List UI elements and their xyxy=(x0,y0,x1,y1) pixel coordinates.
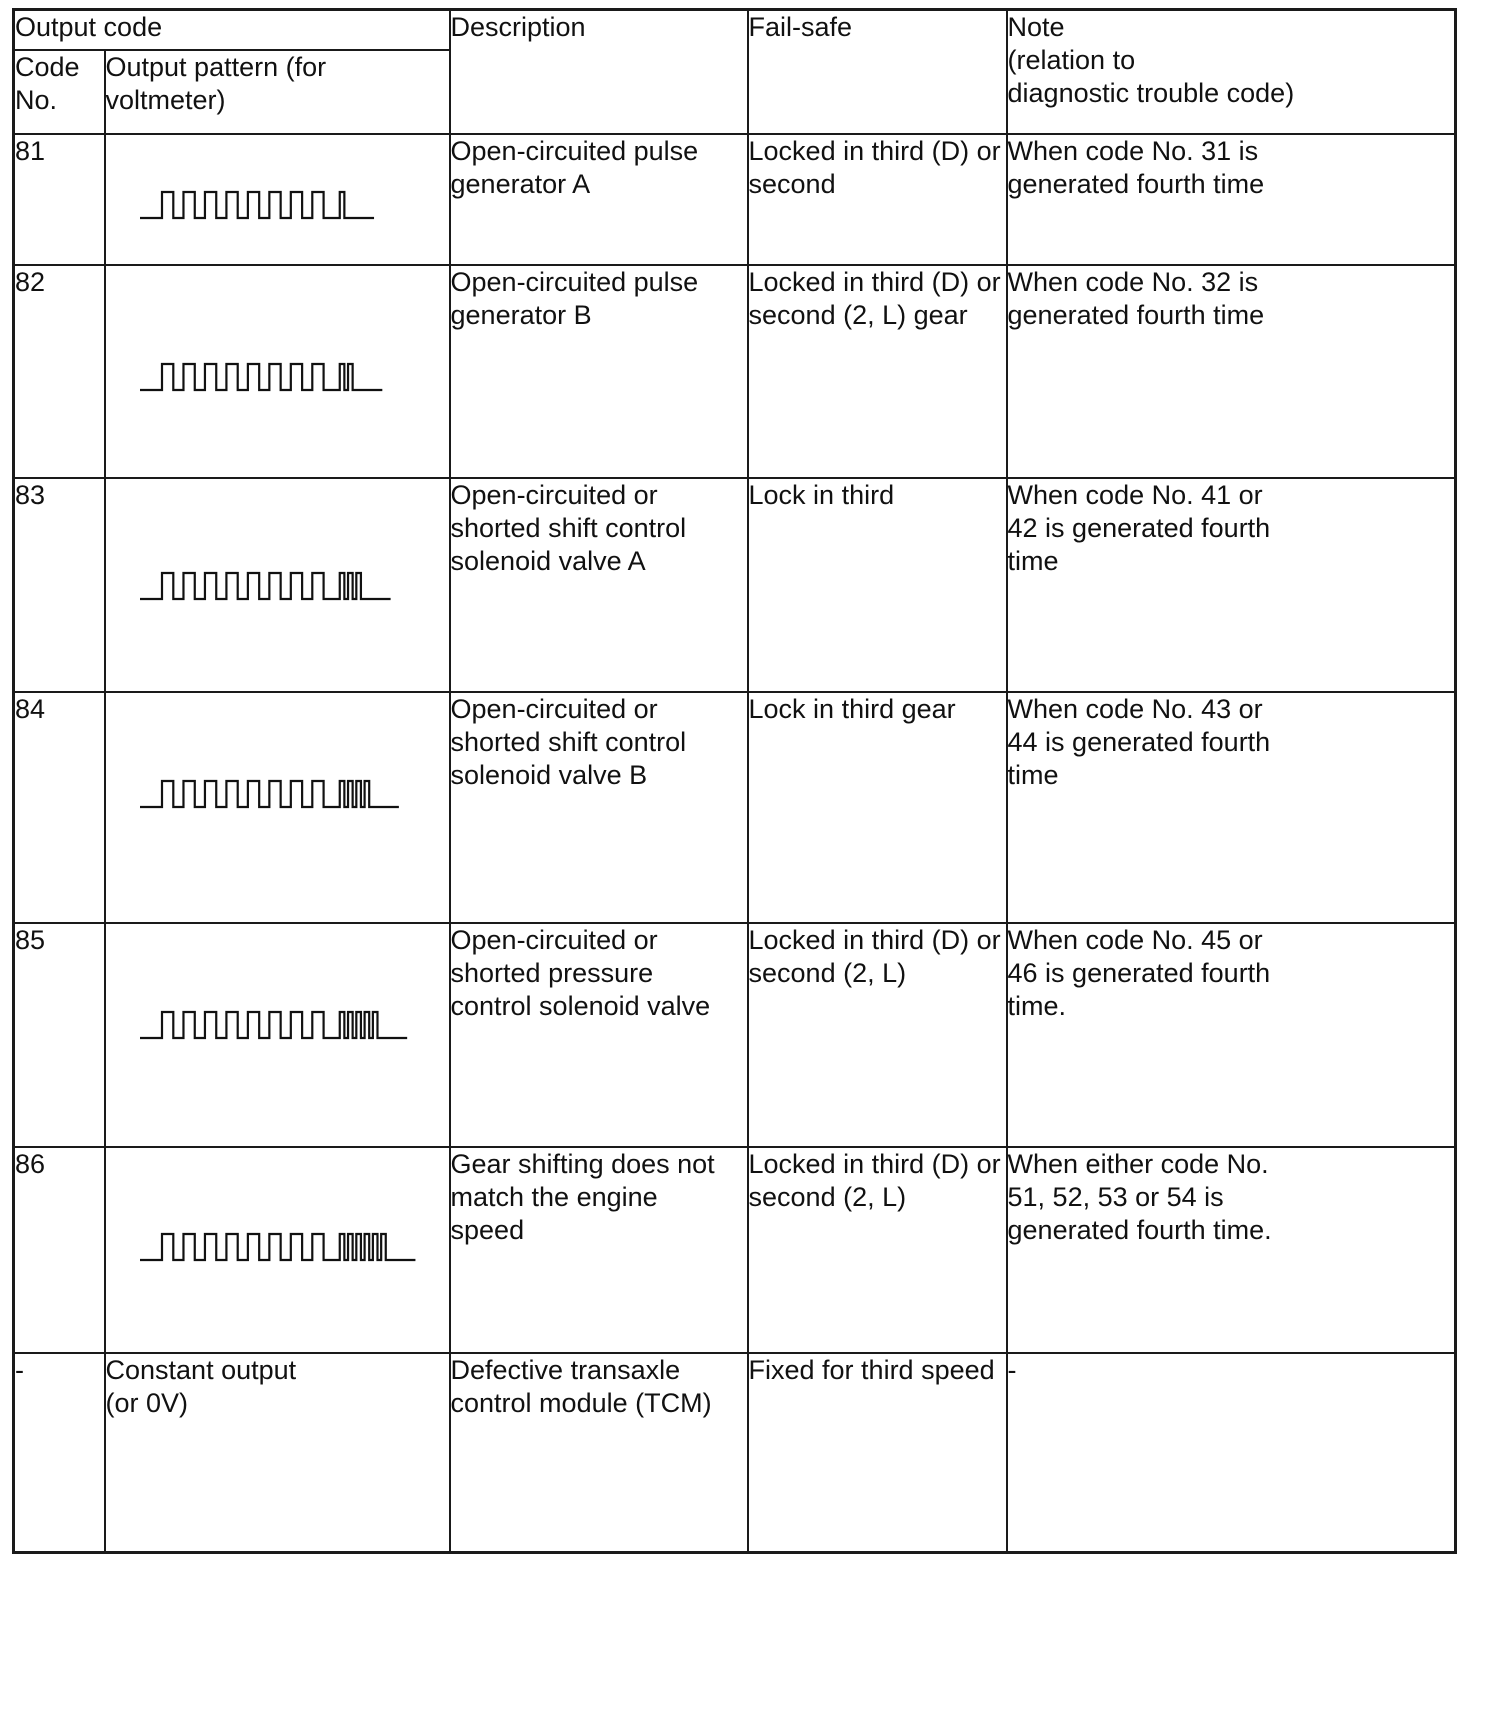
description-cell-line: generator B xyxy=(450,299,592,330)
note-cell-line: 51, 52, 53 or 54 is xyxy=(1007,1181,1224,1212)
note-header-line: diagnostic trouble code) xyxy=(1007,78,1295,108)
note-cell xyxy=(1007,1147,1456,1353)
note-header xyxy=(1007,10,1456,134)
pulse-waveform-icon xyxy=(140,362,387,394)
table-row xyxy=(14,265,1456,478)
fail-safe-cell-line: Lock in third xyxy=(748,479,895,510)
fail-safe-header: Fail-safe xyxy=(748,10,1007,134)
code-no-cell: 81 xyxy=(14,134,105,265)
note-cell-line: generated fourth time. xyxy=(1007,1214,1272,1245)
note-cell-line: When code No. 43 or xyxy=(1007,693,1263,724)
description-cell-line: shorted pressure xyxy=(450,957,654,988)
note-cell-line: When code No. 32 is xyxy=(1007,266,1259,297)
table-row xyxy=(14,692,1456,923)
description-cell xyxy=(450,692,748,923)
description-cell-line: match the engine xyxy=(450,1181,658,1212)
output-pattern-cell xyxy=(105,265,450,478)
note-cell-line: When code No. 41 or xyxy=(1007,479,1263,510)
description-cell xyxy=(450,1147,748,1353)
fail-safe-cell xyxy=(748,265,1007,478)
fail-safe-cell-line: second xyxy=(748,168,836,199)
note-cell-line: When code No. 31 is xyxy=(1007,135,1259,166)
code-no-header-line: No. xyxy=(15,84,58,115)
output-pattern-cell xyxy=(105,1147,450,1353)
output-pattern-text xyxy=(105,1353,450,1553)
description-cell-line: Open-circuited or xyxy=(450,479,658,510)
waveform-trace xyxy=(140,1234,415,1260)
note-cell-line: 44 is generated fourth xyxy=(1007,726,1271,757)
description-cell-line: Open-circuited or xyxy=(450,924,658,955)
description-cell-line: shorted shift control xyxy=(450,726,687,757)
note-cell-line: time xyxy=(1007,545,1059,576)
note-cell-line: time xyxy=(1007,759,1059,790)
fail-safe-cell-line: Lock in third gear xyxy=(748,693,956,724)
description-cell-line: speed xyxy=(450,1214,525,1245)
pulse-waveform-icon xyxy=(140,1232,420,1264)
note-cell xyxy=(1007,478,1456,692)
note-cell xyxy=(1007,692,1456,923)
description-cell-line: Open-circuited or xyxy=(450,693,658,724)
note-cell-line: generated fourth time xyxy=(1007,168,1265,199)
fail-safe-cell-line: second (2, L) xyxy=(748,957,907,988)
output-pattern-text-line: Constant output xyxy=(105,1354,297,1385)
fail-safe-cell-line: second (2, L) xyxy=(748,1181,907,1212)
note-cell-line: time. xyxy=(1007,990,1067,1021)
fail-safe-cell xyxy=(748,478,1007,692)
description-cell-line: Open-circuited pulse xyxy=(450,135,699,166)
code-no-header xyxy=(14,50,105,134)
code-no-cell: 86 xyxy=(14,1147,105,1353)
code-no-cell: 84 xyxy=(14,692,105,923)
table-row xyxy=(14,478,1456,692)
note-cell-line: When either code No. xyxy=(1007,1148,1269,1179)
pulse-waveform-icon xyxy=(140,571,395,603)
fail-safe-cell xyxy=(748,692,1007,923)
code-no-cell: 85 xyxy=(14,923,105,1147)
waveform-trace xyxy=(140,364,382,390)
table-body xyxy=(14,134,1456,1553)
fail-safe-cell-line: Locked in third (D) or xyxy=(748,924,1001,955)
pulse-waveform-icon xyxy=(140,779,403,811)
description-cell-line: control solenoid valve xyxy=(450,990,711,1021)
description-cell-line: Defective transaxle xyxy=(450,1354,681,1385)
description-cell-line: solenoid valve A xyxy=(450,545,646,576)
output-code-header: Output code xyxy=(14,10,450,50)
code-no-cell: 83 xyxy=(14,478,105,692)
fail-safe-cell-line: Fixed for third speed xyxy=(748,1354,995,1385)
fail-safe-cell xyxy=(748,923,1007,1147)
description-cell-line: generator A xyxy=(450,168,591,199)
output-pattern-cell xyxy=(105,923,450,1147)
note-cell-line: generated fourth time xyxy=(1007,299,1265,330)
description-cell-line: shorted shift control xyxy=(450,512,687,543)
note-header-line: Note xyxy=(1007,12,1065,42)
fail-safe-cell-line: Locked in third (D) or xyxy=(748,266,1001,297)
table-row xyxy=(14,1353,1456,1553)
description-cell xyxy=(450,478,748,692)
code-no-header-line: Code xyxy=(15,51,80,82)
description-cell-line: Open-circuited pulse xyxy=(450,266,699,297)
description-cell-line: solenoid valve B xyxy=(450,759,648,790)
note-cell-line: 46 is generated fourth xyxy=(1007,957,1271,988)
code-no-cell: - xyxy=(14,1353,105,1553)
note-cell-line: When code No. 45 or xyxy=(1007,924,1263,955)
waveform-trace xyxy=(140,781,399,807)
output-pattern-cell xyxy=(105,134,450,265)
description-header: Description xyxy=(450,10,748,134)
note-cell xyxy=(1007,265,1456,478)
output-pattern-cell xyxy=(105,692,450,923)
output-pattern-text-line: (or 0V) xyxy=(105,1387,189,1418)
table-row xyxy=(14,923,1456,1147)
output-code-table xyxy=(12,8,1457,1554)
header-row-1 xyxy=(14,10,1456,50)
waveform-trace xyxy=(140,573,391,599)
waveform-trace xyxy=(140,1012,407,1038)
fail-safe-cell-line: Locked in third (D) or xyxy=(748,135,1001,166)
fail-safe-cell xyxy=(748,134,1007,265)
note-cell xyxy=(1007,134,1456,265)
description-cell-line: control module (TCM) xyxy=(450,1387,712,1418)
note-cell-line: 42 is generated fourth xyxy=(1007,512,1271,543)
pulse-waveform-icon xyxy=(140,190,379,222)
description-cell xyxy=(450,1353,748,1553)
description-cell xyxy=(450,265,748,478)
waveform-trace xyxy=(140,192,374,218)
note-cell-line: - xyxy=(1007,1354,1017,1385)
note-cell xyxy=(1007,923,1456,1147)
table-row xyxy=(14,134,1456,265)
fail-safe-cell xyxy=(748,1147,1007,1353)
fail-safe-cell-line: Locked in third (D) or xyxy=(748,1148,1001,1179)
code-no-cell: 82 xyxy=(14,265,105,478)
note-cell xyxy=(1007,1353,1456,1553)
fail-safe-cell xyxy=(748,1353,1007,1553)
note-header-line: (relation to xyxy=(1007,45,1136,75)
fail-safe-cell-line: second (2, L) gear xyxy=(748,299,968,330)
description-cell-line: Gear shifting does not xyxy=(450,1148,715,1179)
output-pattern-cell xyxy=(105,478,450,692)
description-cell xyxy=(450,134,748,265)
pulse-waveform-icon xyxy=(140,1010,412,1042)
table-row xyxy=(14,1147,1456,1353)
output-pattern-header: Output pattern (for voltmeter) xyxy=(105,50,450,134)
description-cell xyxy=(450,923,748,1147)
